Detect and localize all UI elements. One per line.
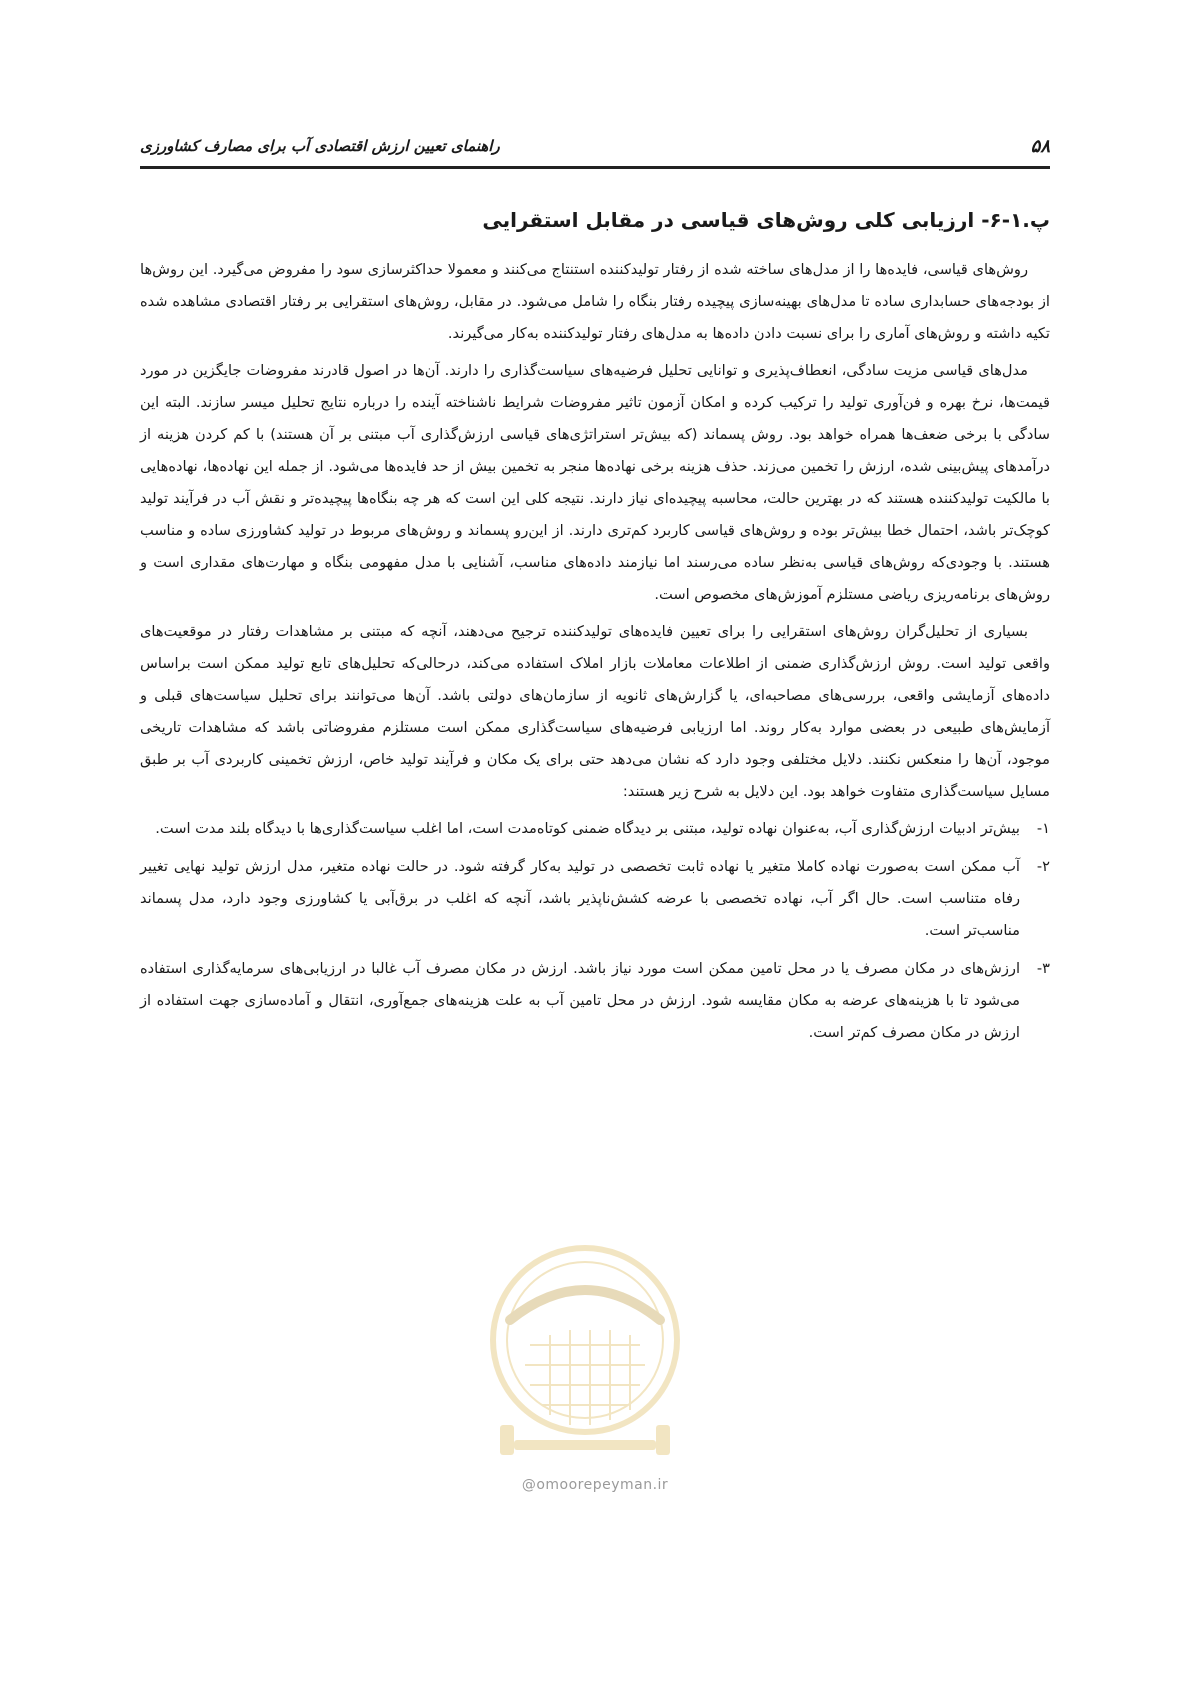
list-item [140,851,1050,947]
running-title: راهنمای تعیین ارزش اقتصادی آب برای مصارف کشاورزی [140,137,500,155]
running-header [140,126,1050,169]
paragraph-inductive-methods: بسیاری از تحلیل‌گران روش‌های استقرایی را برای تعیین فایده‌های تولیدکننده ترجیح می‌دهند، آنچه که مبتنی بر مشاهدات رفتار در موقعیت‌های واقعی تولید است. روش ارزش‌گذاری ضمنی از اطلاعات معاملات بازار املاک استفاده می‌کند، درحالی‌که تحلیل‌های تابع تولید ممکن است براساس داده‌های آزمایشی واقعی، بررسی‌های مصاحبه‌ای، یا گزارش‌های ثانویه از سازمان‌های دولتی باشد. آن‌ها می‌توانند برای تحلیل سیاست‌های قبلی و آزمایش‌های طبیعی در بعضی موارد به‌کار روند. اما ارزیابی فرضیه‌های سیاست‌گذاری ممکن است مستلزم مفروضاتی باشد که مشاهدات تاریخی موجود، آن‌ها را منعکس نکنند. دلایل مختلفی وجود دارد که نشان می‌دهد حتی برای یک مکان و فرآیند تولید خاص، ارزش تخمینی کاربردی آب بر طبق مسایل سیاست‌گذاری متفاوت خواهد بود. این دلایل به شرح زیر هستند: [140,623,1050,800]
watermark-site: @omoorepeyman.ir [521,1477,669,1493]
list-item [140,953,1050,1049]
watermark-seal-logo [470,1240,700,1470]
page-number: ۵۸ [1030,135,1050,157]
list-item-text: بیش‌تر ادبیات ارزش‌گذاری آب، به‌عنوان نهاده تولید، مبتنی بر دیدگاه ضمنی کوتاه‌مدت است، اما اغلب سیاست‌گذاری‌ها با دیدگاه بلند مدت است. [155,820,1020,837]
list-item [140,813,1050,845]
body-content [140,208,1050,1055]
paragraph-deductive-models: مدل‌های قیاسی مزیت سادگی، انعطاف‌پذیری و توانایی تحلیل فرضیه‌های سیاست‌گذاری را دارند. آن‌ها در اصول قادرند مفروضات جایگزین در مورد قیمت‌ها، نرخ بهره و فن‌آوری تولید را ترکیب کرده و امکان آزمون تاثیر مفروضات شرایط ناشناخته آینده را درباره نتایج تحلیل میسر سازند. البته این سادگی با برخی ضعف‌ها همراه خواهد بود. روش پسماند (که بیش‌تر استراتژی‌های قیاسی ارزش‌گذاری آب مبتنی بر آن هستند) با کم کردن هزینه از درآمدهای پیش‌بینی شده، ارزش را تخمین می‌زند. حذف هزینه برخی نهاده‌ها منجر به تخمین بیش از حد فایده‌ها می‌شود. از جمله این نهاده‌ها، نهاده‌هایی با مالکیت تولیدکننده هستند که در بهترین حالت، محاسبه پیچیده‌ای نیاز دارند. نتیجه کلی این است که هر چه بنگاه‌ها پیچیده‌تر و نقش آب در فرآیند تولید کوچک‌تر باشد، احتمال خطا بیش‌تر بوده و روش‌های قیاسی کاربرد کم‌تری دارند. از این‌رو پسماند و روش‌های مربوط در تولید کشاورزی ساده و مناسب هستند. با وجودی‌که روش‌های قیاسی به‌نظر ساده می‌رسند اما نیازمند داده‌های مناسب، آشنایی با مدل مفهومی بنگاه و مهارت‌های مقداری است و روش‌های برنامه‌ریزی ریاضی مستلزم آموزش‌های مخصوص است. [140,362,1050,603]
list-item-text: ارزش‌های در مکان مصرف یا در محل تامین ممکن است مورد نیاز باشد. ارزش در مکان مصرف آب غالبا در ارزیابی‌های سرمایه‌گذاری استفاده می‌شود تا با هزینه‌های عرضه به مکان مقایسه شود. ارزش در محل تامین آب به علت هزینه‌های جمع‌آوری، انتقال و آماده‌سازی جهت استفاده از ارزش در مکان مصرف کم‌تر است. [140,960,1020,1041]
list-item-number: ۱- [1036,820,1050,837]
list-item-number: ۲- [1036,858,1050,875]
paragraph-deductive-vs-inductive: روش‌های قیاسی، فایده‌ها را از مدل‌های ساخته شده از رفتار تولیدکننده استنتاج می‌کنند و معمولا حداکثرسازی سود را مفروض می‌گیرد. این روش‌ها از بودجه‌های حسابداری ساده تا مدل‌های بهینه‌سازی پیچیده رفتار بنگاه را شامل می‌شود. در مقابل، روش‌های استقرایی بر رفتار اقتصادی مشاهده شده تکیه داشته و روش‌های آماری را برای نسبت دادن داده‌ها به مدل‌های رفتار تولیدکننده به‌کار می‌گیرند. [140,261,1050,342]
section-heading: پ.۱-۶- ارزیابی کلی روش‌های قیاسی در مقابل استقرایی [482,208,1050,232]
list-item-text: آب ممکن است به‌صورت نهاده کاملا متغیر یا نهاده ثابت تخصصی در تولید به‌کار گرفته شود. در حالت نهاده متغیر، مدل ارزش تولید نهایی تغییر رفاه متناسب است. حال اگر آب، نهاده تخصصی با عرضه کشش‌ناپذیر باشد، آنچه که اغلب در برق‌آبی یا کشاورزی وجود دارد، مدل پسماند مناسب‌تر است. [140,858,1020,939]
reasons-list [140,813,1050,1049]
list-item-number: ۳- [1036,960,1050,977]
